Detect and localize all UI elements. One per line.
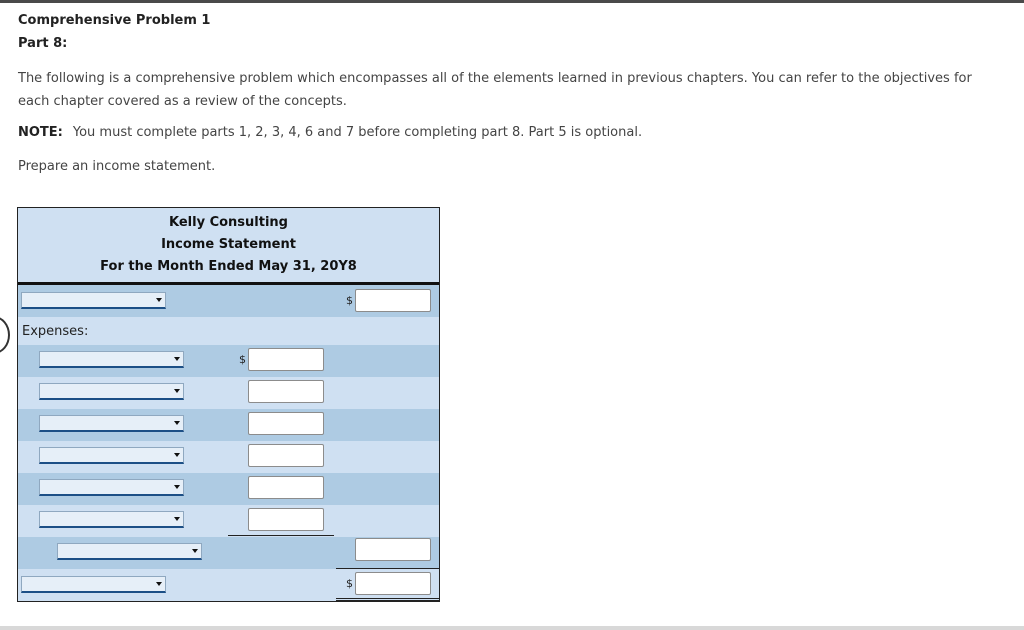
expense-row xyxy=(18,473,439,505)
expenses-underline xyxy=(228,535,334,536)
chevron-down-icon xyxy=(174,389,180,393)
expense-row xyxy=(18,505,439,537)
part-label: Part 8: xyxy=(18,36,68,51)
chevron-down-icon xyxy=(156,298,162,302)
dollar-sign: $ xyxy=(346,294,353,307)
expense-account-dropdown[interactable] xyxy=(39,383,184,400)
bottom-border xyxy=(0,626,1024,630)
expense-row xyxy=(18,441,439,473)
statement-header xyxy=(18,208,439,285)
chevron-down-icon xyxy=(174,453,180,457)
expense-row xyxy=(18,345,439,377)
chevron-down-icon xyxy=(192,549,198,553)
problem-title: Comprehensive Problem 1 xyxy=(18,13,211,28)
revenue-amount-input[interactable] xyxy=(355,289,431,312)
chevron-down-icon xyxy=(174,357,180,361)
expense-row xyxy=(18,409,439,441)
net-income-row xyxy=(18,569,439,601)
dollar-sign: $ xyxy=(346,577,353,590)
expense-row xyxy=(18,377,439,409)
expense-account-dropdown[interactable] xyxy=(39,447,184,464)
revenue-row xyxy=(18,285,439,317)
income-statement-form xyxy=(17,207,440,602)
total-expenses-dropdown[interactable] xyxy=(57,543,202,560)
statement-name: Income Statement xyxy=(161,237,296,252)
expense-account-dropdown[interactable] xyxy=(39,479,184,496)
revenue-account-dropdown[interactable] xyxy=(21,292,166,309)
net-income-input[interactable] xyxy=(355,572,431,595)
expenses-label: Expenses: xyxy=(22,324,89,339)
expense-amount-input[interactable] xyxy=(248,476,324,499)
expense-amount-input[interactable] xyxy=(248,444,324,467)
expense-amount-input[interactable] xyxy=(248,380,324,403)
chevron-down-icon xyxy=(174,421,180,425)
dollar-sign: $ xyxy=(239,353,246,366)
total-expenses-input[interactable] xyxy=(355,538,431,561)
expense-amount-input[interactable] xyxy=(248,348,324,371)
note-label: NOTE: xyxy=(18,125,63,140)
double-underline xyxy=(336,598,439,601)
total-expenses-row xyxy=(18,537,439,569)
instruction-text: Prepare an income statement. xyxy=(18,159,216,174)
expense-account-dropdown[interactable] xyxy=(39,351,184,368)
statement-period: For the Month Ended May 31, 20Y8 xyxy=(100,259,357,274)
intro-paragraph: The following is a comprehensive problem which encompasses all of the elements learned in previous chapters. You can refer to the objectives for each chapter covered as a review of the concepts. xyxy=(18,71,972,109)
cursor-highlight-circle xyxy=(0,316,10,354)
expense-account-dropdown[interactable] xyxy=(39,511,184,528)
company-name: Kelly Consulting xyxy=(169,215,288,230)
expense-account-dropdown[interactable] xyxy=(39,415,184,432)
chevron-down-icon xyxy=(156,582,162,586)
net-income-dropdown[interactable] xyxy=(21,576,166,593)
expense-amount-input[interactable] xyxy=(248,508,324,531)
top-border xyxy=(0,0,1024,3)
note-text: You must complete parts 1, 2, 3, 4, 6 and 7 before completing part 8. Part 5 is optional. xyxy=(72,125,643,140)
chevron-down-icon xyxy=(174,517,180,521)
note-line xyxy=(18,125,642,140)
expense-amount-input[interactable] xyxy=(248,412,324,435)
chevron-down-icon xyxy=(174,485,180,489)
